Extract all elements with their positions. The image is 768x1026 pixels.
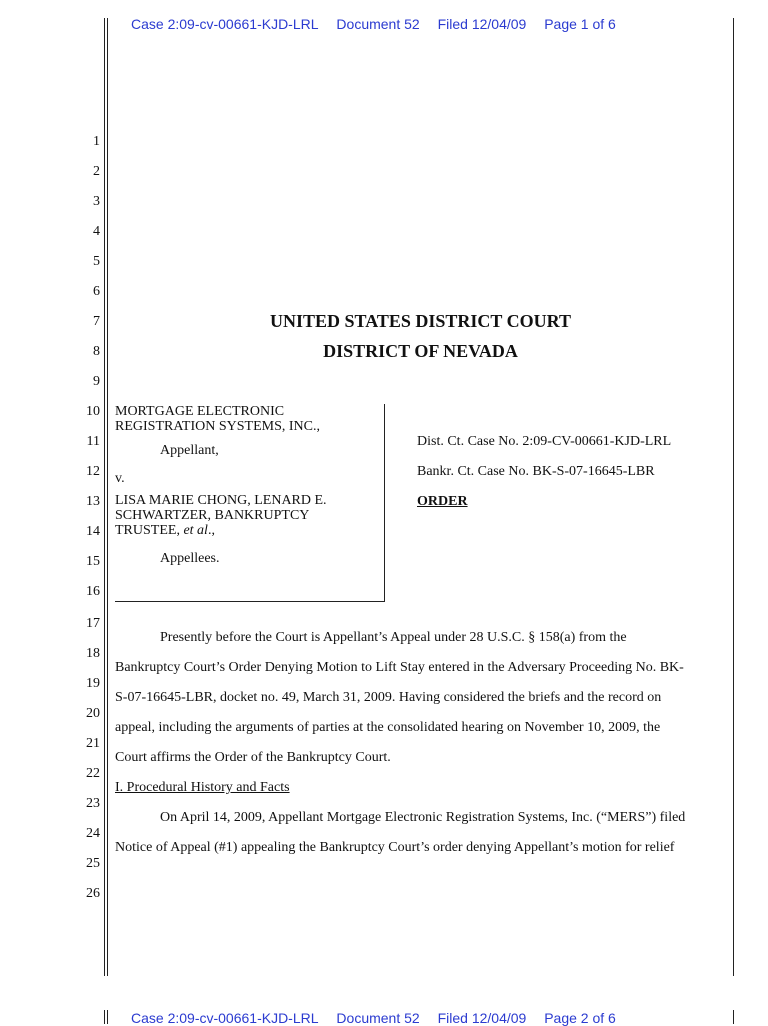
line-number: 19 (86, 676, 100, 691)
appellee-name-line: SCHWARTZER, BANKRUPTCY (115, 508, 310, 523)
appellee-name-line: LISA MARIE CHONG, LENARD E. (115, 493, 327, 508)
line-number: 22 (86, 766, 100, 781)
appellee-role: Appellees. (160, 551, 220, 566)
line-number: 10 (86, 404, 100, 419)
line-number: 26 (86, 886, 100, 901)
body-line: Bankruptcy Court’s Order Denying Motion to Lift Stay entered in the Adversary Proceeding No. BK- (115, 660, 684, 675)
pleading-right-rule (733, 18, 734, 976)
body-line: S-07-16645-LBR, docket no. 49, March 31, 2009. Having considered the briefs and the record on (115, 690, 662, 705)
versus: v. (115, 471, 125, 486)
order-title: ORDER (417, 494, 468, 509)
section-heading-text: I. Procedural History and Facts (115, 780, 290, 795)
header-document-number: Document 52 (336, 16, 420, 32)
section-heading (115, 773, 727, 803)
body-line: Notice of Appeal (#1) appealing the Bankruptcy Court’s order denying Appellant’s motion for relief (115, 840, 675, 855)
line-number: 24 (86, 826, 100, 841)
line-number: 5 (93, 254, 100, 269)
line-number: 11 (86, 434, 100, 449)
line-number: 6 (93, 284, 100, 299)
pleading-left-rule-page2 (104, 1010, 105, 1024)
line-number: 14 (86, 524, 100, 539)
line-number: 25 (86, 856, 100, 871)
court-name: UNITED STATES DISTRICT COURT (270, 311, 571, 331)
appellant-name (115, 404, 375, 434)
body-line: Presently before the Court is Appellant’s Appeal under 28 U.S.C. § 158(a) from the (160, 630, 627, 645)
line-number: 20 (86, 706, 100, 721)
body-line: On April 14, 2009, Appellant Mortgage Electronic Registration Systems, Inc. (“MERS”) filed (160, 810, 686, 825)
body-line: Court affirms the Order of the Bankruptcy Court. (115, 750, 391, 765)
body-line: appeal, including the arguments of parties at the consolidated hearing on November 10, 2009, the (115, 720, 661, 735)
body-paragraph-1 (115, 623, 727, 773)
line-number: 9 (93, 374, 100, 389)
line-number: 3 (93, 194, 100, 209)
line-number: 8 (93, 344, 100, 359)
appellee-trustee: TRUSTEE, (115, 523, 180, 538)
line-number: 7 (93, 314, 100, 329)
pleading-left-rule (104, 18, 105, 976)
appellee-name (115, 493, 375, 538)
line-number: 13 (86, 494, 100, 509)
district-case-number: Dist. Ct. Case No. 2:09-CV-00661-KJD-LRL (417, 434, 672, 449)
page-header (131, 16, 630, 32)
header-filed-date: Filed 12/04/09 (437, 16, 527, 32)
header-case-number: Case 2:09-cv-00661-KJD-LRL (131, 16, 319, 32)
header-case-number: Case 2:09-cv-00661-KJD-LRL (131, 1010, 319, 1026)
line-number: 16 (86, 584, 100, 599)
line-number: 23 (86, 796, 100, 811)
line-number: 2 (93, 164, 100, 179)
et-al: et al (183, 523, 208, 538)
line-number: 4 (93, 224, 100, 239)
line-number: 21 (86, 736, 100, 751)
header-page-number: Page 1 of 6 (544, 16, 616, 32)
line-number: 17 (86, 616, 100, 631)
court-district: DISTRICT OF NEVADA (323, 341, 518, 361)
appellee-name-line (115, 523, 375, 538)
appellant-name-line: REGISTRATION SYSTEMS, INC., (115, 419, 320, 434)
line-number: 1 (93, 134, 100, 149)
appellant-role: Appellant, (160, 443, 219, 458)
case-caption (115, 404, 375, 566)
body-paragraph-2 (115, 803, 727, 863)
line-number: 18 (86, 646, 100, 661)
bankruptcy-case-number: Bankr. Ct. Case No. BK-S-07-16645-LBR (417, 464, 655, 479)
pleading-left-rule-inner-page2 (107, 1010, 108, 1024)
header-page-number: Page 2 of 6 (544, 1010, 616, 1026)
line-number: 12 (86, 464, 100, 479)
pleading-right-rule-page2 (733, 1010, 734, 1024)
appellant-name-line: MORTGAGE ELECTRONIC (115, 404, 285, 419)
header-document-number: Document 52 (336, 1010, 420, 1026)
caption-horizontal-rule (115, 601, 385, 602)
pleading-left-rule-inner (107, 18, 108, 976)
line-number: 15 (86, 554, 100, 569)
appellee-suffix: ., (207, 523, 215, 538)
caption-vertical-rule (384, 404, 385, 602)
header-filed-date: Filed 12/04/09 (437, 1010, 527, 1026)
